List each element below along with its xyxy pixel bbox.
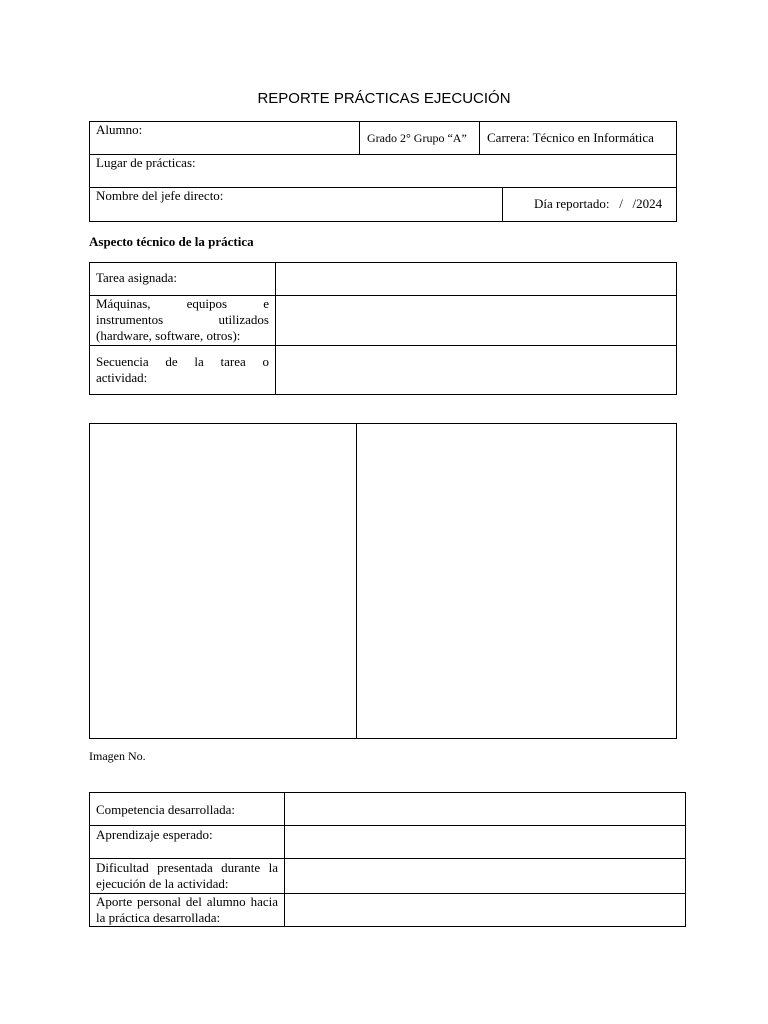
dificultad-label: Dificultad presentada durante la ejecución de la actividad: xyxy=(96,860,278,891)
aporte-personal-label: Aporte personal del alumno hacia la práctica desarrollada: xyxy=(96,894,278,925)
competencia-value[interactable] xyxy=(289,796,681,822)
alumno-label: Alumno: xyxy=(96,122,143,137)
tarea-asignada-label: Tarea asignada: xyxy=(96,270,178,285)
secuencia-tarea-value[interactable] xyxy=(280,349,672,391)
image-slot-left[interactable] xyxy=(91,425,354,737)
dificultad-value[interactable] xyxy=(289,862,681,890)
jefe-directo-label: Nombre del jefe directo: xyxy=(96,188,224,203)
grado-grupo-label: Grado 2° Grupo “A” xyxy=(367,131,467,145)
aspecto-tecnico-heading: Aspecto técnico de la práctica xyxy=(89,234,254,249)
aprendizaje-value[interactable] xyxy=(289,829,681,855)
maquinas-equipos-value[interactable] xyxy=(280,299,672,341)
image-caption: Imagen No. xyxy=(89,749,146,763)
maquinas-equipos-label: Máquinas, equipos e instrumentos utilizados (hardware, software, otros): xyxy=(96,296,269,343)
lugar-practicas-label: Lugar de prácticas: xyxy=(96,155,196,170)
page-title: REPORTE PRÁCTICAS EJECUCIÓN xyxy=(257,90,511,107)
aprendizaje-label: Aprendizaje esperado: xyxy=(96,827,213,842)
aporte-personal-value[interactable] xyxy=(289,897,681,924)
tarea-asignada-value[interactable] xyxy=(280,266,672,292)
image-slot-right[interactable] xyxy=(358,425,675,737)
dia-reportado-label: Día reportado: / /2024 xyxy=(534,196,663,211)
secuencia-tarea-label: Secuencia de la tarea o actividad: xyxy=(96,354,269,385)
competencia-label: Competencia desarrollada: xyxy=(96,802,235,817)
carrera-label: Carrera: Técnico en Informática xyxy=(487,130,654,145)
